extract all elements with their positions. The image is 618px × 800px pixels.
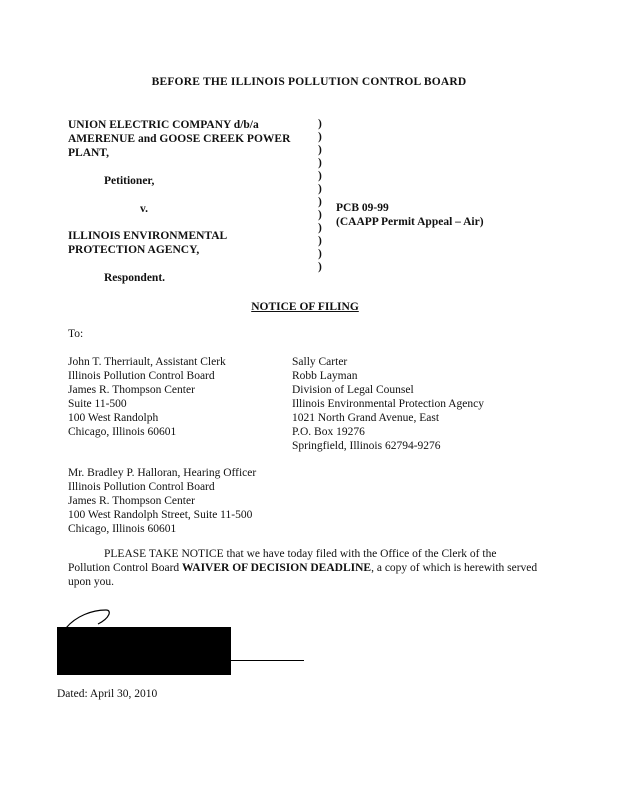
address-line: Illinois Environmental Protection Agency bbox=[292, 398, 484, 410]
address-line: Division of Legal Counsel bbox=[292, 384, 414, 396]
address-line: James R. Thompson Center bbox=[68, 495, 195, 507]
document-heading: BEFORE THE ILLINOIS POLLUTION CONTROL BOARD bbox=[151, 76, 467, 88]
notice-title: NOTICE OF FILING bbox=[251, 301, 359, 313]
paren: ) bbox=[318, 144, 322, 156]
case-number: PCB 09-99 bbox=[336, 202, 389, 214]
date-line: Dated: April 30, 2010 bbox=[57, 688, 158, 700]
respondent-name-line: ILLINOIS ENVIRONMENTAL bbox=[68, 230, 228, 242]
address-line: Mr. Bradley P. Halloran, Hearing Officer bbox=[68, 467, 257, 479]
paren: ) bbox=[318, 118, 322, 130]
recipient-clerk bbox=[68, 355, 226, 439]
notice-text-end: , a copy of which is herewith served upon you. bbox=[68, 562, 538, 588]
recipient-agency bbox=[292, 355, 484, 453]
address-line: P.O. Box 19276 bbox=[292, 426, 365, 438]
versus-label: v. bbox=[140, 203, 148, 215]
recipient-hearing-officer bbox=[68, 466, 256, 536]
address-line: Suite 11-500 bbox=[68, 398, 127, 410]
address-line: John T. Therriault, Assistant Clerk bbox=[68, 356, 226, 368]
petitioner-name bbox=[68, 118, 290, 160]
paren: ) bbox=[318, 235, 322, 247]
petitioner-name-line: UNION ELECTRIC COMPANY d/b/a bbox=[68, 119, 259, 131]
notice-text: PLEASE TAKE NOTICE that we have today filed with the Office of the Clerk of the Pollution Control Board bbox=[68, 548, 497, 574]
case-type: (CAAPP Permit Appeal – Air) bbox=[336, 216, 484, 228]
address-line: Illinois Pollution Control Board bbox=[68, 370, 215, 382]
address-line: James R. Thompson Center bbox=[68, 384, 195, 396]
paren: ) bbox=[318, 131, 322, 143]
filed-document-title: WAIVER OF DECISION DEADLINE bbox=[182, 562, 372, 574]
address-line: Chicago, Illinois 60601 bbox=[68, 426, 177, 438]
address-line: Sally Carter bbox=[292, 356, 348, 368]
petitioner-name-line: PLANT, bbox=[68, 147, 109, 159]
petitioner-name-line: AMERENUE and GOOSE CREEK POWER bbox=[68, 133, 291, 145]
paren: ) bbox=[318, 170, 322, 182]
respondent-name bbox=[68, 229, 227, 257]
paren: ) bbox=[318, 248, 322, 260]
paren: ) bbox=[318, 209, 322, 221]
signature-line bbox=[231, 660, 304, 661]
paren: ) bbox=[318, 261, 322, 273]
notice-paragraph bbox=[68, 547, 538, 589]
respondent-label: Respondent. bbox=[104, 272, 166, 284]
address-line: 100 West Randolph Street, Suite 11-500 bbox=[68, 509, 253, 521]
paren: ) bbox=[318, 196, 322, 208]
redacted-signature bbox=[57, 627, 231, 675]
paren: ) bbox=[318, 222, 322, 234]
paren: ) bbox=[318, 183, 322, 195]
address-line: Robb Layman bbox=[292, 370, 358, 382]
address-line: Illinois Pollution Control Board bbox=[68, 481, 215, 493]
petitioner-label: Petitioner, bbox=[104, 175, 155, 187]
respondent-name-line: PROTECTION AGENCY, bbox=[68, 244, 200, 256]
address-line: Springfield, Illinois 62794-9276 bbox=[292, 440, 441, 452]
paren: ) bbox=[318, 157, 322, 169]
address-line: Chicago, Illinois 60601 bbox=[68, 523, 177, 535]
to-label: To: bbox=[68, 328, 84, 340]
address-line: 100 West Randolph bbox=[68, 412, 159, 424]
caption-parentheses bbox=[318, 118, 328, 274]
address-line: 1021 North Grand Avenue, East bbox=[292, 412, 440, 424]
